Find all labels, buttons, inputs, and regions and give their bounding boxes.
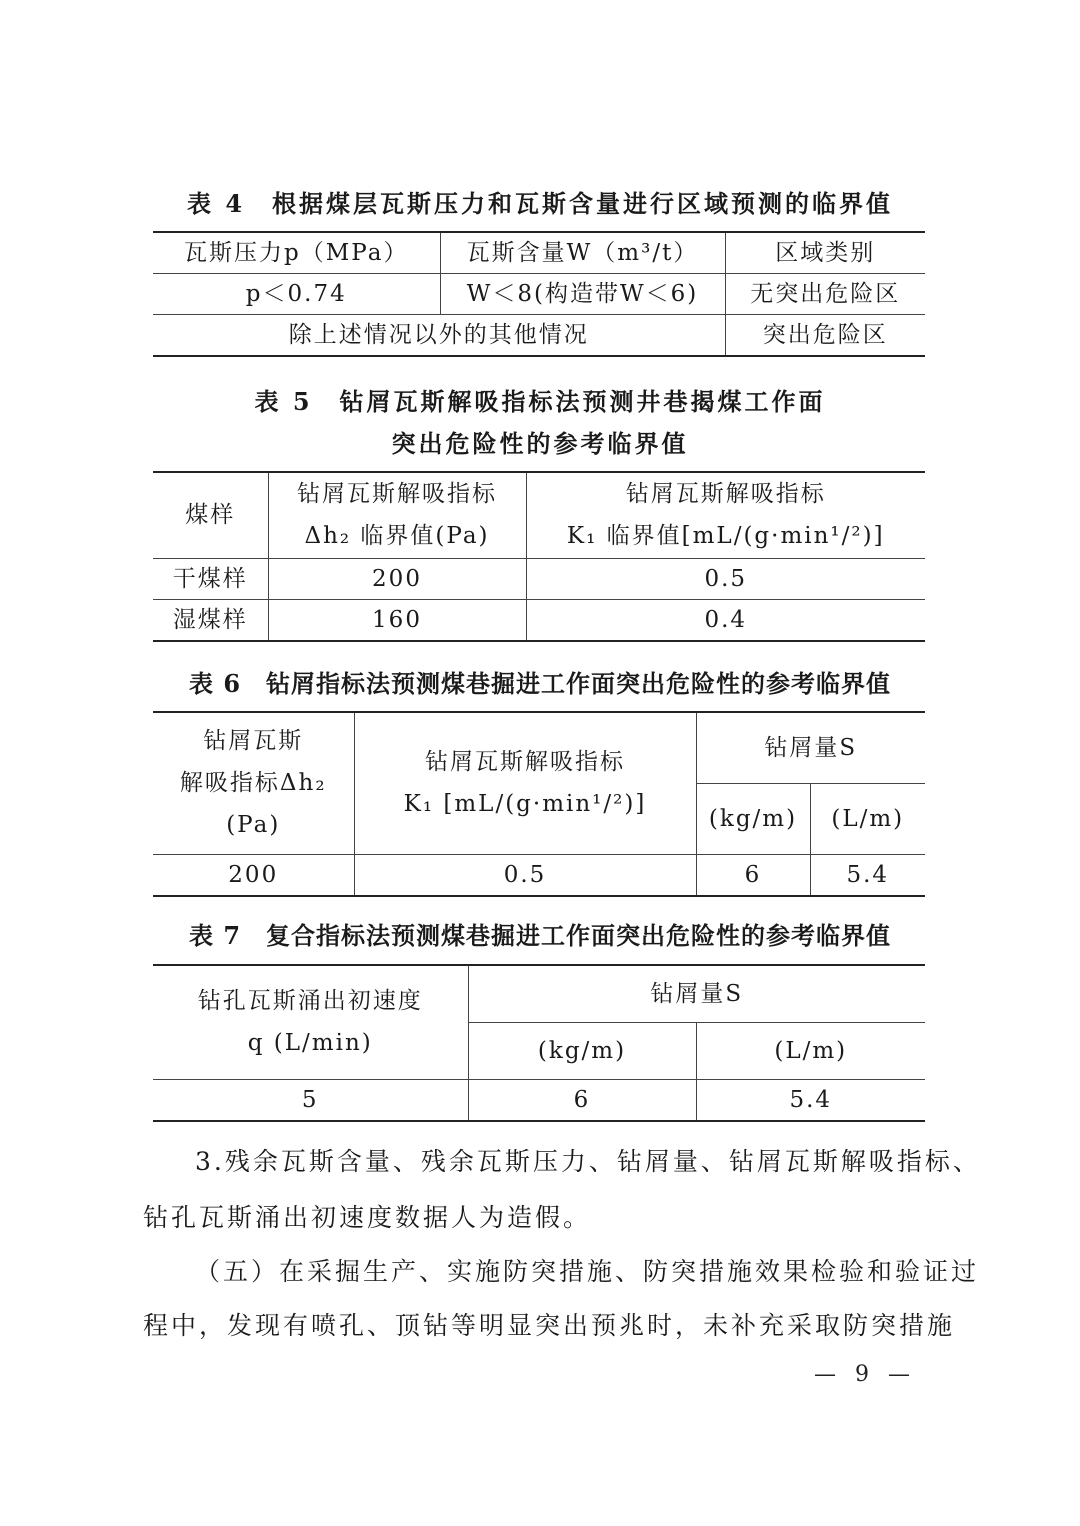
table4 — [153, 231, 925, 357]
table-cell: 无突出危险区 — [725, 274, 925, 315]
header-line: q (L/min) — [247, 1030, 373, 1057]
paragraph-5-line1: （五）在采掘生产、实施防突措施、防突措施效果检验和验证过 — [195, 1257, 980, 1286]
table-cell: 0.5 — [354, 854, 696, 896]
table7 — [153, 964, 925, 1122]
table-cell: 5.4 — [696, 1079, 925, 1121]
table-cell: 200 — [268, 558, 526, 599]
header-line: K₁ 临界值[mL/(g·min¹/²)] — [566, 523, 885, 550]
table-row — [153, 854, 925, 896]
table4-caption: 表 4 根据煤层瓦斯压力和瓦斯含量进行区域预测的临界值 — [186, 189, 894, 218]
table-header-cell: (kg/m) — [468, 1022, 696, 1079]
table-header-cell — [354, 712, 696, 854]
table-header-cell — [268, 472, 526, 558]
table-header-cell: 瓦斯压力p（MPa） — [153, 232, 440, 274]
table-cell: 160 — [268, 599, 526, 641]
table-row — [153, 712, 925, 783]
table-header-cell: 钻屑量S — [696, 712, 925, 783]
header-line: 钻屑瓦斯解吸指标 — [625, 481, 826, 508]
table-cell: 突出危险区 — [725, 315, 925, 357]
table-cell: 0.5 — [526, 558, 925, 599]
table-row — [153, 1079, 925, 1121]
table-cell: 5 — [153, 1079, 468, 1121]
table-header-cell — [153, 712, 354, 854]
table-header-cell: (L/m) — [696, 1022, 925, 1079]
table-row — [153, 274, 925, 315]
table-header-cell: 钻屑量S — [468, 965, 925, 1022]
table-row — [153, 599, 925, 641]
table-header-cell: 区域类别 — [725, 232, 925, 274]
table-cell: 0.4 — [526, 599, 925, 641]
table7-caption: 表 7 复合指标法预测煤巷掘进工作面突出危险性的参考临界值 — [188, 921, 892, 950]
table6 — [153, 711, 925, 897]
header-line: 钻孔瓦斯涌出初速度 — [197, 988, 423, 1015]
table-cell: 6 — [696, 854, 810, 896]
table5-caption-line1: 表 5 钻屑瓦斯解吸指标法预测井巷揭煤工作面 — [254, 387, 826, 416]
table-cell: W＜8(构造带W＜6) — [440, 274, 725, 315]
table-cell: 6 — [468, 1079, 696, 1121]
header-line: (Pa) — [226, 812, 281, 839]
paragraph-3-line1: 3.残余瓦斯含量、残余瓦斯压力、钻屑量、钻屑瓦斯解吸指标、 — [195, 1147, 981, 1176]
table-row — [153, 315, 925, 357]
header-line: K₁ [mL/(g·min¹/²)] — [403, 791, 647, 818]
table-header-cell: 瓦斯含量W（m³/t） — [440, 232, 725, 274]
header-line: 钻屑瓦斯解吸指标 — [425, 749, 625, 776]
table6-caption: 表 6 钻屑指标法预测煤巷掘进工作面突出危险性的参考临界值 — [188, 669, 892, 698]
header-line: 钻屑瓦斯 — [203, 728, 304, 755]
table-row — [153, 558, 925, 599]
table-cell: p＜0.74 — [153, 274, 440, 315]
table5-caption-line2: 突出危险性的参考临界值 — [391, 429, 689, 458]
table5 — [153, 471, 925, 642]
table-cell: 200 — [153, 854, 354, 896]
table-row — [153, 965, 925, 1022]
header-line: 钻屑瓦斯解吸指标 — [297, 481, 497, 508]
header-line: Δh₂ 临界值(Pa) — [304, 523, 490, 550]
table-row — [153, 232, 925, 274]
paragraph-3-line2: 钻孔瓦斯涌出初速度数据人为造假。 — [143, 1203, 592, 1232]
table-header-cell — [153, 965, 468, 1079]
table-cell: 湿煤样 — [153, 599, 268, 641]
table-cell: 除上述情况以外的其他情况 — [153, 315, 725, 357]
header-line: 解吸指标Δh₂ — [179, 770, 327, 797]
table-header-cell: (kg/m) — [696, 783, 810, 854]
table-header-cell — [526, 472, 925, 558]
table-header-cell: (L/m) — [810, 783, 925, 854]
table-header-cell: 煤样 — [153, 472, 268, 558]
page-number: — 9 — — [814, 1362, 916, 1387]
paragraph-5-line2: 程中，发现有喷孔、顶钻等明显突出预兆时，未补充采取防突措施 — [143, 1311, 956, 1340]
table-row — [153, 472, 925, 558]
table-cell: 5.4 — [810, 854, 925, 896]
table-cell: 干煤样 — [153, 558, 268, 599]
